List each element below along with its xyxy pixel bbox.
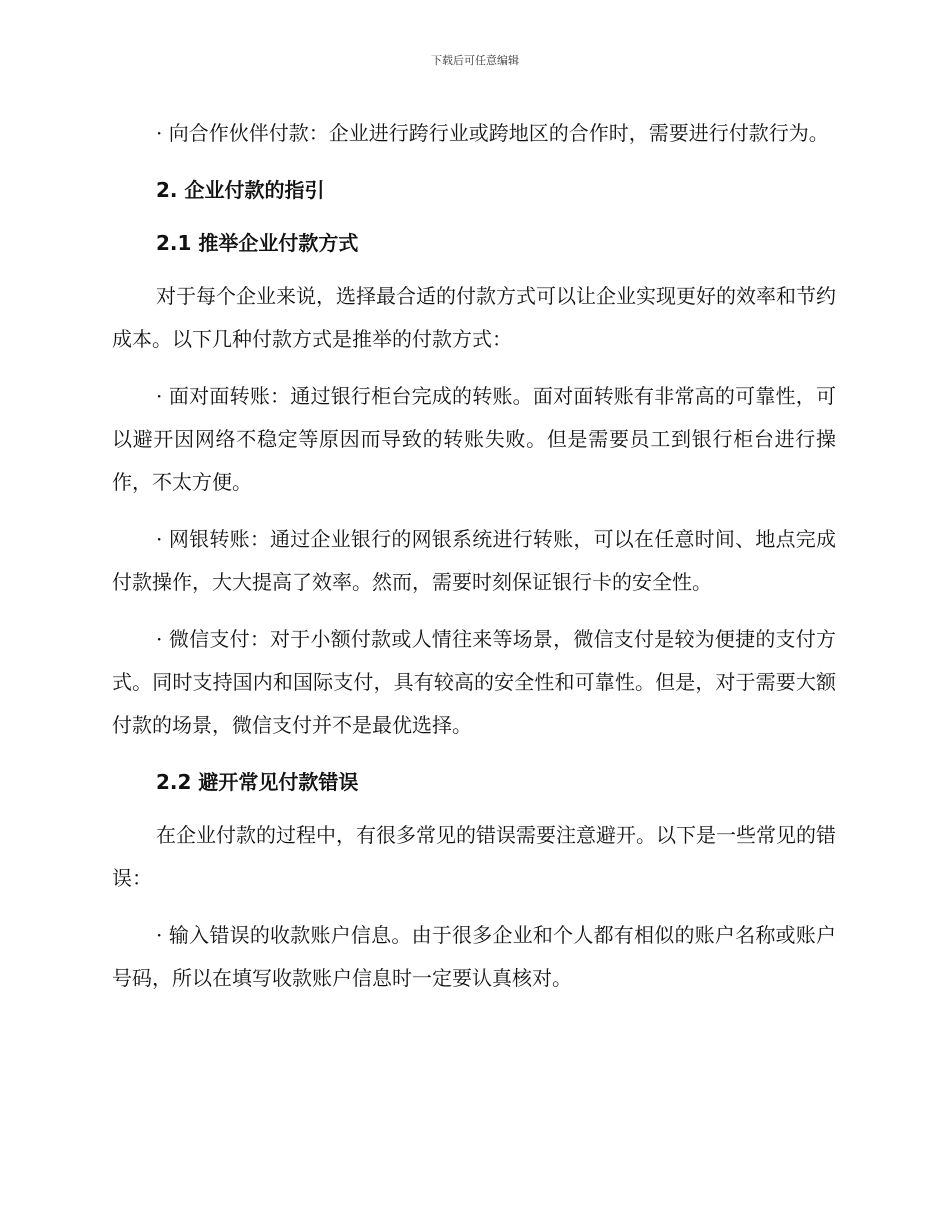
paragraph-online-banking: · 网银转账：通过企业银行的网银系统进行转账，可以在任意时间、地点完成付款操作，大大提高了效率。然而，需要时刻保证银行卡的安全性。 <box>112 527 836 594</box>
paragraph-payment-methods-intro: 对于每个企业来说，选择最合适的付款方式可以让企业实现更好的效率和节约成本。以下几种付款方式是推举的付款方式： <box>112 284 836 351</box>
paragraph-wechat-pay: · 微信支付：对于小额付款或人情往来等场景，微信支付是较为便捷的支付方式。同时支持国内和国际支付，具有较高的安全性和可靠性。但是，对于需要大额付款的场景，微信支付并不是最优选择。 <box>112 627 836 737</box>
paragraph-partner-payment: · 向合作伙伴付款：企业进行跨行业或跨地区的合作时，需要进行付款行为。 <box>156 121 829 145</box>
subsection-heading-2-1: 2.1 推举企业付款方式 <box>156 231 359 255</box>
paragraph-face-to-face-transfer: · 面对面转账：通过银行柜台完成的转账。面对面转账有非常高的可靠性，可以避开因网络不稳定等原因而导致的转账失败。但是需要员工到银行柜台进行操作，不太方便。 <box>112 384 836 494</box>
page-header: 下载后可任意编辑 <box>431 54 519 67</box>
paragraph-common-errors-intro: 在企业付款的过程中，有很多常见的错误需要注意避开。以下是一些常见的错误： <box>112 823 836 890</box>
section-heading-2: 2. 企业付款的指引 <box>156 178 325 202</box>
document-body <box>112 112 836 1014</box>
paragraph-wrong-account-info: · 输入错误的收款账户信息。由于很多企业和个人都有相似的账户名称或账户号码，所以在填写收款账户信息时一定要认真核对。 <box>112 923 836 990</box>
subsection-heading-2-2: 2.2 避开常见付款错误 <box>156 770 359 794</box>
